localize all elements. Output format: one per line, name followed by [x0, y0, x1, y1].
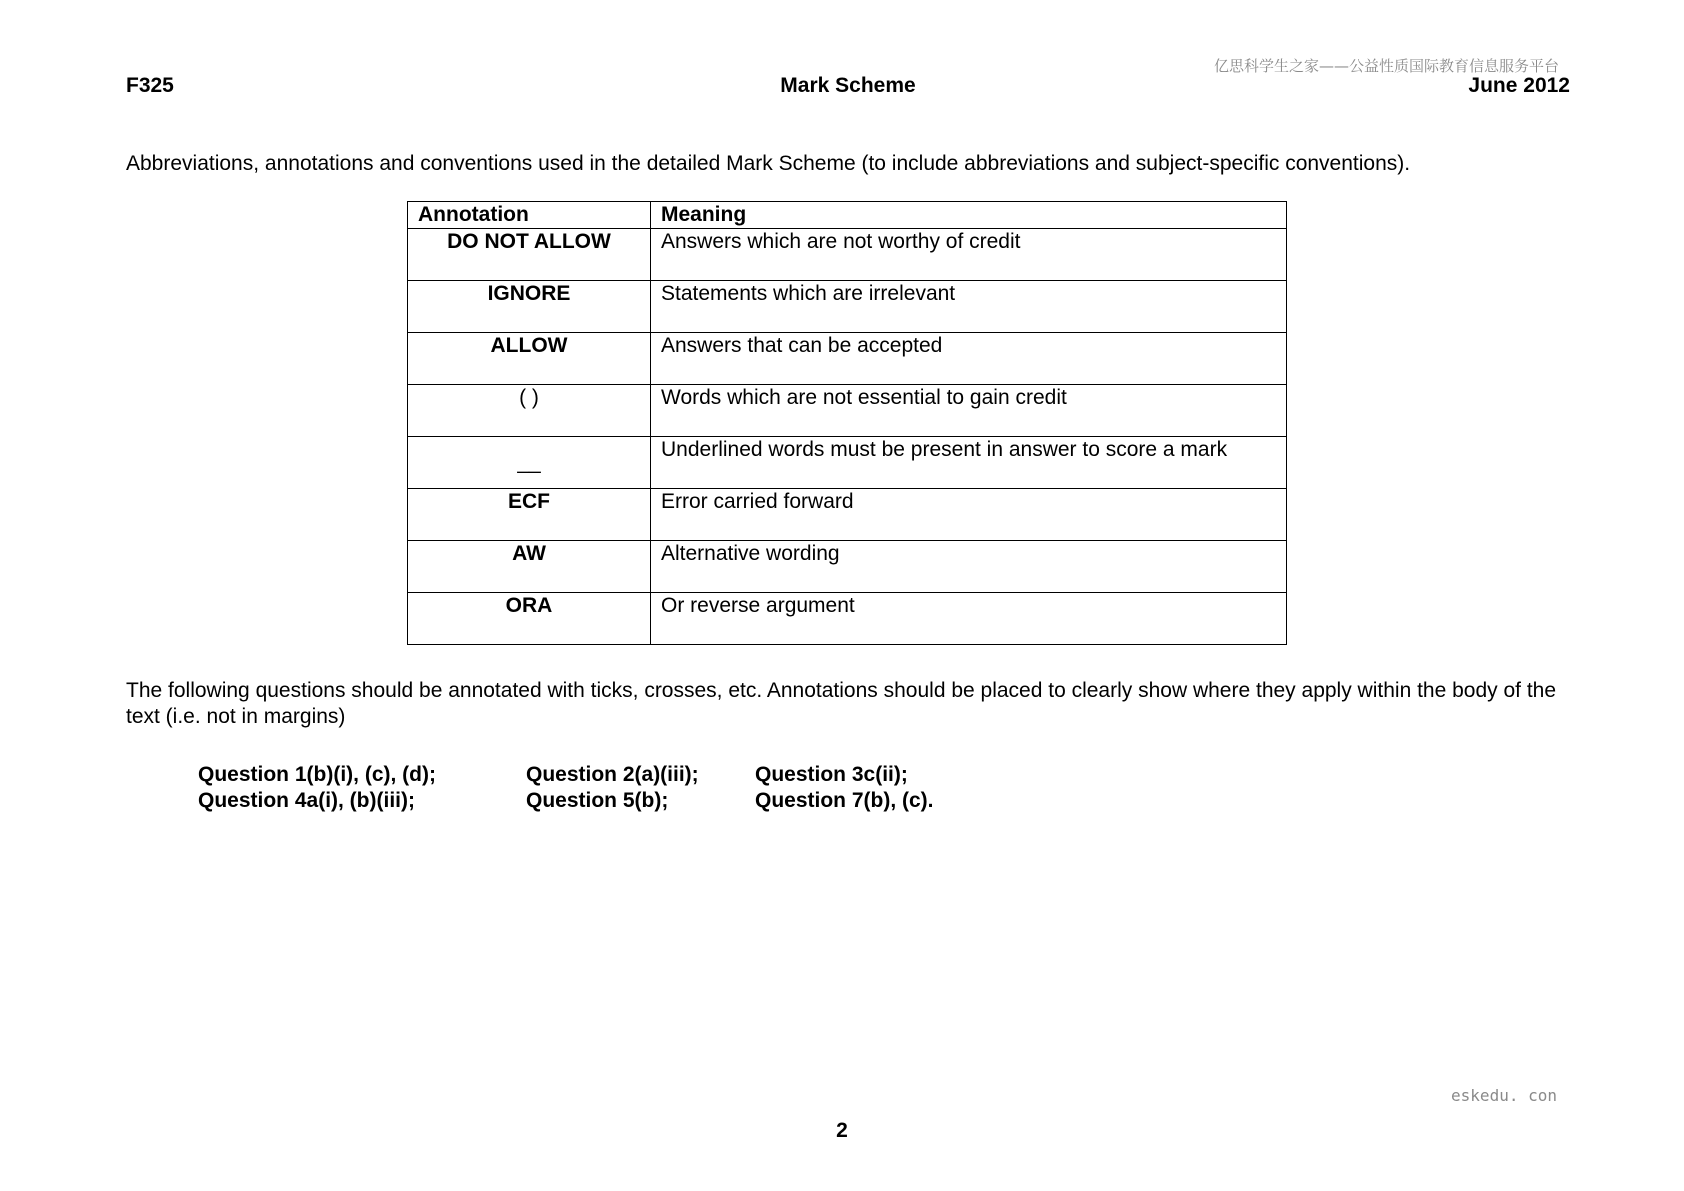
intro-text: Abbreviations, annotations and conventions used in the detailed Mark Scheme (to include abbreviations and subject-specific conventions).	[126, 152, 1411, 175]
table-row	[408, 437, 1287, 489]
watermark-top: 亿思科学生之家——公益性质国际教育信息服务平台	[1213, 57, 1559, 75]
meaning-cell: Answers that can be accepted	[651, 333, 1287, 385]
watermark-bottom: eskedu. con	[1451, 1086, 1557, 1105]
meaning-cell: Statements which are irrelevant	[651, 281, 1287, 333]
meaning-cell: Alternative wording	[651, 541, 1287, 593]
table-header-meaning: Meaning	[651, 202, 1287, 229]
table-row	[408, 333, 1287, 385]
annotation-cell: AW	[408, 541, 651, 593]
table-row	[408, 281, 1287, 333]
annotations-table	[407, 201, 1287, 645]
page-header	[126, 74, 1570, 102]
question-item: Question 1(b)(i), (c), (d);	[198, 763, 436, 786]
question-item: Question 2(a)(iii);	[526, 763, 699, 786]
question-item: Question 3c(ii);	[755, 763, 908, 786]
meaning-cell: Error carried forward	[651, 489, 1287, 541]
instruction-paragraph: The following questions should be annotated with ticks, crosses, etc. Annotations should be placed to clearly show where they apply within the body of the text (i.e. not in margins)	[126, 679, 1557, 728]
meaning-cell: Underlined words must be present in answer to score a mark	[651, 437, 1287, 489]
header-title: Mark Scheme	[780, 74, 916, 97]
question-item: Question 7(b), (c).	[755, 789, 934, 812]
annotation-cell: ALLOW	[408, 333, 651, 385]
question-list	[198, 762, 1098, 814]
table-row	[408, 229, 1287, 281]
question-item: Question 4a(i), (b)(iii);	[198, 789, 415, 812]
meaning-cell: Or reverse argument	[651, 593, 1287, 645]
annotation-cell: IGNORE	[408, 281, 651, 333]
table-row	[408, 541, 1287, 593]
meaning-cell: Words which are not essential to gain credit	[651, 385, 1287, 437]
table-header-row	[408, 202, 1287, 229]
table-row	[408, 593, 1287, 645]
annotation-cell: ( )	[408, 385, 651, 437]
table-header-annotation: Annotation	[408, 202, 651, 229]
header-date: June 2012	[1468, 74, 1570, 97]
annotation-cell: ECF	[408, 489, 651, 541]
meaning-cell: Answers which are not worthy of credit	[651, 229, 1287, 281]
table-row	[408, 385, 1287, 437]
annotation-cell: ORA	[408, 593, 651, 645]
header-paper-code: F325	[126, 74, 174, 97]
question-item: Question 5(b);	[526, 789, 669, 812]
question-row	[198, 762, 1098, 788]
annotation-cell: __	[408, 437, 651, 489]
annotation-cell: DO NOT ALLOW	[408, 229, 651, 281]
question-row	[198, 788, 1098, 814]
page-number: 2	[836, 1119, 848, 1142]
table-row	[408, 489, 1287, 541]
